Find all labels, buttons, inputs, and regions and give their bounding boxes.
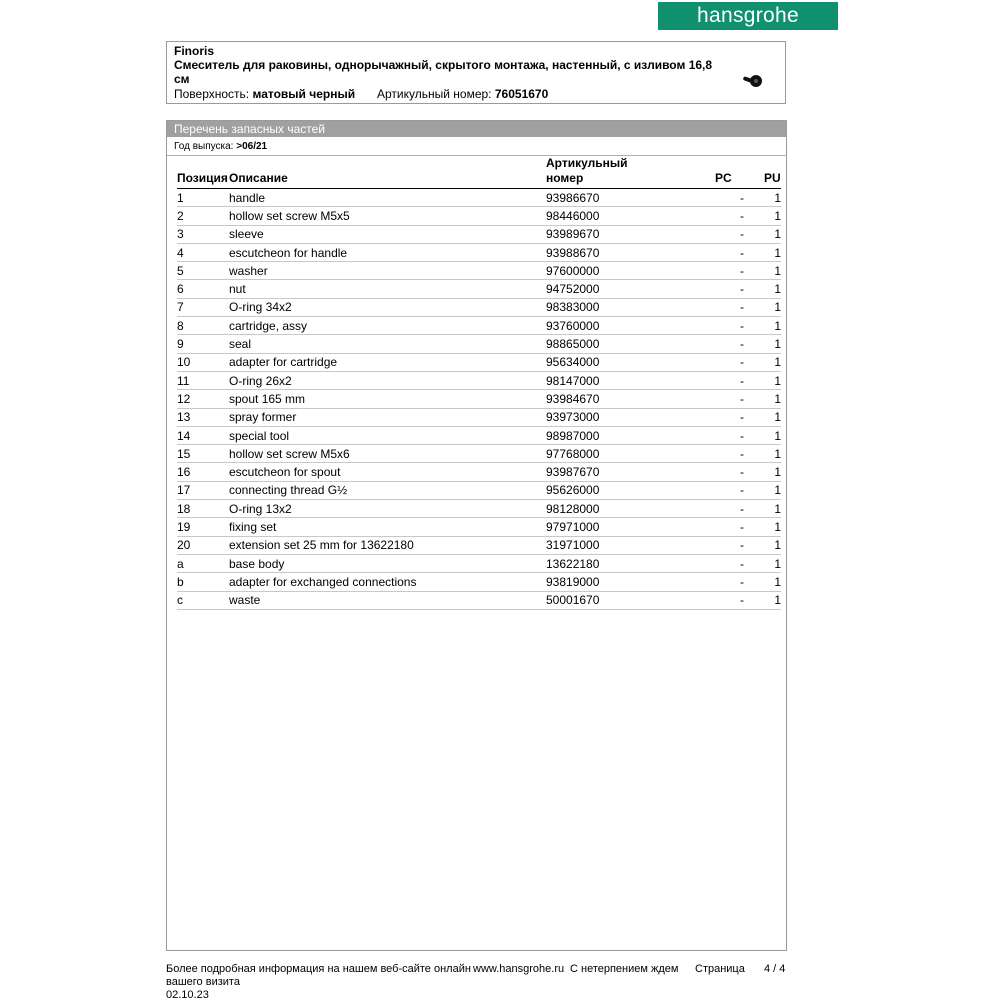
col-pc-header: PC bbox=[715, 171, 732, 185]
table-row bbox=[177, 463, 781, 481]
product-description-cont: см bbox=[174, 72, 190, 86]
part-description: nut bbox=[229, 280, 546, 298]
part-pu: 1 bbox=[744, 445, 781, 463]
part-description: base body bbox=[229, 554, 546, 572]
table-row bbox=[177, 518, 781, 536]
part-description: hollow set screw M5x5 bbox=[229, 207, 546, 225]
part-pu: 1 bbox=[744, 518, 781, 536]
table-row bbox=[177, 189, 781, 207]
part-pu: 1 bbox=[744, 481, 781, 499]
part-position: 5 bbox=[177, 262, 229, 280]
part-position: 20 bbox=[177, 536, 229, 554]
table-row bbox=[177, 426, 781, 444]
table-row bbox=[177, 317, 781, 335]
product-header bbox=[166, 41, 786, 104]
part-position: 15 bbox=[177, 445, 229, 463]
product-description: Смеситель для раковины, однорычажный, скрытого монтажа, настенный, с изливом 16,8 bbox=[174, 58, 713, 72]
part-pc: - bbox=[696, 243, 744, 261]
part-pu: 1 bbox=[744, 243, 781, 261]
article-value: 76051670 bbox=[494, 87, 549, 101]
part-position: 13 bbox=[177, 408, 229, 426]
part-pc: - bbox=[696, 573, 744, 591]
part-description: O-ring 13x2 bbox=[229, 500, 546, 518]
part-position: a bbox=[177, 554, 229, 572]
table-row bbox=[177, 445, 781, 463]
part-description: extension set 25 mm for 13622180 bbox=[229, 536, 546, 554]
table-row bbox=[177, 353, 781, 371]
part-article-number: 93819000 bbox=[546, 573, 696, 591]
table-row bbox=[177, 408, 781, 426]
part-article-number: 93989670 bbox=[546, 225, 696, 243]
part-position: 1 bbox=[177, 189, 229, 207]
footer-date: 02.10.23 bbox=[166, 989, 209, 1001]
col-article-header-line2: номер bbox=[546, 171, 584, 185]
part-article-number: 94752000 bbox=[546, 280, 696, 298]
part-pc: - bbox=[696, 445, 744, 463]
table-row bbox=[177, 536, 781, 554]
part-description: escutcheon for spout bbox=[229, 463, 546, 481]
part-article-number: 93986670 bbox=[546, 189, 696, 207]
footer-page-value: 4 / 4 bbox=[764, 963, 786, 975]
part-article-number: 98987000 bbox=[546, 426, 696, 444]
divider bbox=[167, 155, 786, 156]
table-row bbox=[177, 500, 781, 518]
table-row bbox=[177, 262, 781, 280]
part-pc: - bbox=[696, 189, 744, 207]
table-row bbox=[177, 280, 781, 298]
article-row bbox=[377, 87, 548, 101]
part-article-number: 97768000 bbox=[546, 445, 696, 463]
part-pu: 1 bbox=[744, 463, 781, 481]
part-pu: 1 bbox=[744, 189, 781, 207]
part-position: 3 bbox=[177, 225, 229, 243]
part-description: adapter for cartridge bbox=[229, 353, 546, 371]
part-article-number: 98446000 bbox=[546, 207, 696, 225]
footer-wait-text: С нетерпением ждем bbox=[570, 963, 679, 975]
part-article-number: 93984670 bbox=[546, 390, 696, 408]
footer-wait-text-cont: вашего визита bbox=[166, 976, 240, 988]
table-row bbox=[177, 225, 781, 243]
col-description-header: Описание bbox=[229, 171, 288, 185]
part-pc: - bbox=[696, 591, 744, 609]
part-description: escutcheon for handle bbox=[229, 243, 546, 261]
part-pc: - bbox=[696, 317, 744, 335]
article-label: Артикульный номер: bbox=[377, 87, 492, 101]
part-pc: - bbox=[696, 390, 744, 408]
part-description: connecting thread G½ bbox=[229, 481, 546, 499]
year-label: Год выпуска: bbox=[174, 141, 234, 152]
table-row bbox=[177, 591, 781, 609]
part-position: 12 bbox=[177, 390, 229, 408]
table-row bbox=[177, 371, 781, 389]
part-pu: 1 bbox=[744, 426, 781, 444]
part-description: waste bbox=[229, 591, 546, 609]
part-position: 18 bbox=[177, 500, 229, 518]
part-article-number: 93973000 bbox=[546, 408, 696, 426]
surface-value: матовый черный bbox=[252, 87, 356, 101]
part-position: 6 bbox=[177, 280, 229, 298]
footer-url-link[interactable]: www.hansgrohe.ru bbox=[473, 963, 565, 975]
part-position: 10 bbox=[177, 353, 229, 371]
part-pu: 1 bbox=[744, 554, 781, 572]
part-article-number: 98147000 bbox=[546, 371, 696, 389]
part-article-number: 31971000 bbox=[546, 536, 696, 554]
part-article-number: 93987670 bbox=[546, 463, 696, 481]
part-pc: - bbox=[696, 500, 744, 518]
parts-table bbox=[177, 189, 781, 610]
part-position: 16 bbox=[177, 463, 229, 481]
part-description: spout 165 mm bbox=[229, 390, 546, 408]
col-pu-header: PU bbox=[764, 171, 781, 185]
table-row bbox=[177, 481, 781, 499]
col-article-header-line1: Артикульный bbox=[546, 156, 628, 170]
part-description: cartridge, assy bbox=[229, 317, 546, 335]
footer-page-label: Страница bbox=[695, 963, 745, 975]
part-pc: - bbox=[696, 554, 744, 572]
part-article-number: 98865000 bbox=[546, 335, 696, 353]
part-pc: - bbox=[696, 353, 744, 371]
part-article-number: 13622180 bbox=[546, 554, 696, 572]
part-pu: 1 bbox=[744, 408, 781, 426]
part-pu: 1 bbox=[744, 536, 781, 554]
part-description: O-ring 26x2 bbox=[229, 371, 546, 389]
faucet-icon bbox=[741, 72, 765, 90]
table-row bbox=[177, 207, 781, 225]
surface-row bbox=[174, 87, 355, 101]
part-article-number: 97971000 bbox=[546, 518, 696, 536]
part-pc: - bbox=[696, 536, 744, 554]
part-description: hollow set screw M5x6 bbox=[229, 445, 546, 463]
product-name: Finoris bbox=[174, 44, 215, 58]
part-article-number: 97600000 bbox=[546, 262, 696, 280]
table-row bbox=[177, 335, 781, 353]
part-article-number: 95626000 bbox=[546, 481, 696, 499]
part-position: 14 bbox=[177, 426, 229, 444]
part-description: handle bbox=[229, 189, 546, 207]
part-article-number: 93760000 bbox=[546, 317, 696, 335]
part-article-number: 98383000 bbox=[546, 298, 696, 316]
section-title: Перечень запасных частей bbox=[167, 121, 786, 137]
part-pu: 1 bbox=[744, 280, 781, 298]
table-row bbox=[177, 554, 781, 572]
part-pc: - bbox=[696, 371, 744, 389]
part-pc: - bbox=[696, 481, 744, 499]
table-row bbox=[177, 390, 781, 408]
part-pu: 1 bbox=[744, 335, 781, 353]
part-pc: - bbox=[696, 335, 744, 353]
table-row bbox=[177, 298, 781, 316]
part-position: b bbox=[177, 573, 229, 591]
part-pu: 1 bbox=[744, 371, 781, 389]
col-position-header: Позиция bbox=[177, 171, 228, 185]
part-position: 2 bbox=[177, 207, 229, 225]
part-pc: - bbox=[696, 426, 744, 444]
part-pc: - bbox=[696, 280, 744, 298]
part-article-number: 95634000 bbox=[546, 353, 696, 371]
table-row bbox=[177, 573, 781, 591]
table-row bbox=[177, 243, 781, 261]
part-description: O-ring 34x2 bbox=[229, 298, 546, 316]
part-article-number: 50001670 bbox=[546, 591, 696, 609]
part-pu: 1 bbox=[744, 500, 781, 518]
part-position: 9 bbox=[177, 335, 229, 353]
part-pu: 1 bbox=[744, 591, 781, 609]
brand-logo: hansgrohe bbox=[658, 2, 838, 30]
part-pu: 1 bbox=[744, 390, 781, 408]
part-position: 7 bbox=[177, 298, 229, 316]
part-description: seal bbox=[229, 335, 546, 353]
part-pu: 1 bbox=[744, 225, 781, 243]
part-pc: - bbox=[696, 298, 744, 316]
spare-parts-section bbox=[166, 120, 787, 951]
part-description: special tool bbox=[229, 426, 546, 444]
part-pc: - bbox=[696, 463, 744, 481]
part-description: adapter for exchanged connections bbox=[229, 573, 546, 591]
part-pu: 1 bbox=[744, 262, 781, 280]
part-pc: - bbox=[696, 207, 744, 225]
part-pu: 1 bbox=[744, 353, 781, 371]
part-article-number: 93988670 bbox=[546, 243, 696, 261]
part-pc: - bbox=[696, 225, 744, 243]
surface-label: Поверхность: bbox=[174, 87, 250, 101]
part-description: fixing set bbox=[229, 518, 546, 536]
part-pu: 1 bbox=[744, 573, 781, 591]
part-position: 17 bbox=[177, 481, 229, 499]
part-pc: - bbox=[696, 518, 744, 536]
part-position: 8 bbox=[177, 317, 229, 335]
part-position: 11 bbox=[177, 371, 229, 389]
footer-info: Более подробная информация на нашем веб-сайте онлайн bbox=[166, 963, 471, 975]
part-article-number: 98128000 bbox=[546, 500, 696, 518]
part-position: c bbox=[177, 591, 229, 609]
part-pu: 1 bbox=[744, 317, 781, 335]
part-pu: 1 bbox=[744, 207, 781, 225]
release-year bbox=[174, 141, 267, 152]
part-description: sleeve bbox=[229, 225, 546, 243]
part-pc: - bbox=[696, 262, 744, 280]
part-pc: - bbox=[696, 408, 744, 426]
part-position: 4 bbox=[177, 243, 229, 261]
part-pu: 1 bbox=[744, 298, 781, 316]
year-value: >06/21 bbox=[236, 141, 268, 152]
part-description: spray former bbox=[229, 408, 546, 426]
part-description: washer bbox=[229, 262, 546, 280]
part-position: 19 bbox=[177, 518, 229, 536]
